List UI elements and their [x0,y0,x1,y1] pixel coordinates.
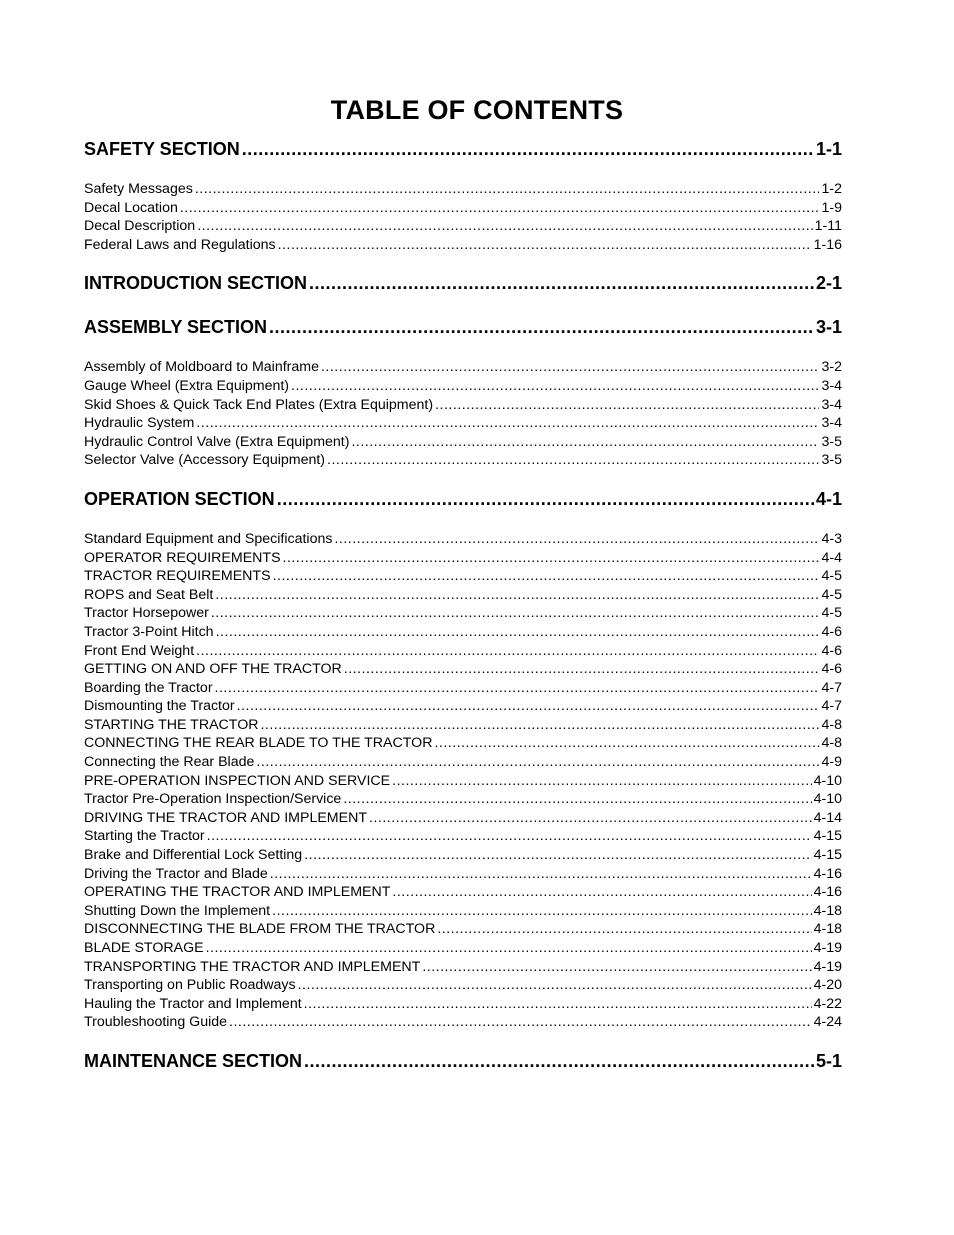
dot-leader [344,660,820,679]
toc-entry-label: Dismounting the Tractor [84,698,235,715]
dot-leader [273,567,820,586]
dot-leader [211,604,820,623]
toc-entry-label: Driving the Tractor and Blade [84,865,268,882]
toc-entry[interactable] [84,567,842,586]
toc-entry-label: Standard Equipment and Specifications [84,530,333,547]
toc-entry[interactable] [84,451,842,470]
toc-entry[interactable] [84,958,842,977]
toc-section[interactable] [84,270,842,296]
toc-entry[interactable] [84,734,842,753]
dot-leader [260,716,819,735]
toc-section[interactable] [84,314,842,340]
toc-entry[interactable] [84,180,842,199]
dot-leader [283,549,820,568]
toc-entry-page: 4-6 [821,642,842,659]
toc-entry-label: Brake and Differential Lock Setting [84,847,303,864]
toc-section-label: INTRODUCTION SECTION [84,273,307,294]
toc-entry-label: PRE-OPERATION INSPECTION AND SERVICE [84,772,391,789]
toc-entry-label: DISCONNECTING THE BLADE FROM THE TRACTOR [84,921,436,938]
toc-entry-page: 4-3 [821,530,842,547]
toc-entry-page: 4-9 [821,754,842,771]
toc-entry-label: OPERATING THE TRACTOR AND IMPLEMENT [84,884,391,901]
toc-entry-page: 3-4 [821,415,842,432]
dot-leader [272,902,811,921]
toc-entry-page: 1-9 [821,199,842,216]
toc-entry-page: 4-7 [821,679,842,696]
toc-entry[interactable] [84,642,842,661]
dot-leader [392,772,811,791]
dot-leader [196,414,819,433]
toc-entry-label: OPERATOR REQUIREMENTS [84,549,281,566]
toc-entry[interactable] [84,995,842,1014]
toc-entry-label: STARTING THE TRACTOR [84,716,259,733]
toc-entry-page: 4-16 [813,865,842,882]
toc-entry[interactable] [84,827,842,846]
toc-entry-label: Hydraulic System [84,415,195,432]
toc-entry-page: 4-8 [821,716,842,733]
toc-entry-page: 1-16 [813,236,842,253]
toc-entry[interactable] [84,716,842,735]
toc-section-page: 5-1 [815,1050,842,1071]
dot-leader [206,939,812,958]
dot-leader [309,270,814,296]
toc-entry-label: Shutting Down the Implement [84,902,271,919]
toc-entry[interactable] [84,846,842,865]
toc-entry[interactable] [84,790,842,809]
dot-leader [434,734,819,753]
dot-leader [269,314,814,340]
toc-entry-page: 4-4 [821,549,842,566]
toc-entry[interactable] [84,217,842,236]
toc-entry-label: Safety Messages [84,181,193,197]
dot-leader [215,679,820,698]
page-title: TABLE OF CONTENTS [330,95,624,126]
dot-leader [304,1048,814,1074]
toc-entry[interactable] [84,883,842,902]
dot-leader [256,753,819,772]
toc-entry-page: 4-10 [813,791,842,808]
toc-entry-label: ROPS and Seat Belt [84,586,214,603]
dot-leader [237,697,820,716]
toc-entry-page: 4-6 [821,661,842,678]
dot-leader [242,136,814,162]
dot-leader [298,976,812,995]
toc-entry[interactable] [84,679,842,698]
toc-entry-label: GETTING ON AND OFF THE TRACTOR [84,661,342,678]
toc-entry-label: Tractor Pre-Operation Inspection/Service [84,791,342,808]
toc-entry-page: 4-19 [813,958,842,975]
toc-section-page: 1-1 [815,139,842,159]
toc-entry-label: Troubleshooting Guide [84,1014,228,1031]
toc-entry-page: 4-24 [813,1014,842,1031]
toc-section-label: MAINTENANCE SECTION [84,1050,303,1071]
toc-entry[interactable] [84,865,842,884]
toc-entry-label: DRIVING THE TRACTOR AND IMPLEMENT [84,809,368,826]
dot-leader [207,827,812,846]
toc-entry-label: Gauge Wheel (Extra Equipment) [84,377,290,394]
toc-entry-page: 3-5 [821,433,842,450]
dot-leader [321,358,820,377]
toc-entry[interactable] [84,236,842,255]
dot-leader [369,809,812,828]
toc-entry-label: Tractor 3-Point Hitch [84,623,214,640]
table-of-contents [84,136,842,1092]
toc-entry[interactable] [84,753,842,772]
toc-entry[interactable] [84,902,842,921]
toc-entry-page: 1-11 [814,218,842,235]
toc-entry[interactable] [84,772,842,791]
dot-leader [327,451,819,470]
toc-section-label: OPERATION SECTION [84,488,275,509]
dot-leader [278,236,812,255]
toc-entry-label: Decal Location [84,199,178,216]
toc-entry-label: Assembly of Moldboard to Mainframe [84,359,319,376]
toc-entry-group [84,530,842,1032]
dot-leader [304,846,811,865]
toc-entry[interactable] [84,920,842,939]
dot-leader [277,486,814,512]
toc-section[interactable] [84,136,842,162]
toc-entry-page: 3-4 [821,396,842,413]
toc-entry-page: 4-18 [813,902,842,919]
dot-leader [180,199,820,218]
toc-entry-page: 4-10 [813,772,842,789]
dot-leader [343,790,811,809]
toc-entry-label: Tractor Horsepower [84,605,209,622]
toc-entry-page: 4-20 [813,977,842,994]
toc-entry[interactable] [84,809,842,828]
toc-entry-page: 4-7 [821,698,842,715]
dot-leader [229,1013,812,1032]
toc-entry[interactable] [84,697,842,716]
toc-entry[interactable] [84,414,842,433]
toc-entry-page: 4-5 [821,568,842,585]
dot-leader [196,642,819,661]
dot-leader [392,883,811,902]
toc-entry-label: Boarding the Tractor [84,679,213,696]
toc-entry[interactable] [84,586,842,605]
dot-leader [216,623,820,642]
toc-entry-label: TRACTOR REQUIREMENTS [84,568,271,585]
toc-entry-page: 4-15 [813,828,842,845]
toc-entry[interactable] [84,623,842,642]
toc-entry-label: Decal Description [84,218,196,235]
toc-entry-label: Selector Valve (Accessory Equipment) [84,452,326,469]
toc-entry[interactable] [84,976,842,995]
toc-entry-label: TRANSPORTING THE TRACTOR AND IMPLEMENT [84,958,421,975]
toc-entry-page: 3-5 [821,452,842,469]
toc-entry[interactable] [84,660,842,679]
toc-entry[interactable] [84,1013,842,1032]
toc-entry-label: Transporting on Public Roadways [84,977,296,994]
dot-leader [270,865,812,884]
toc-section-label: SAFETY SECTION [84,139,240,159]
toc-section[interactable] [84,1048,842,1074]
toc-entry-page: 4-18 [813,921,842,938]
toc-section[interactable] [84,486,842,512]
toc-entry[interactable] [84,358,842,377]
toc-entry-page: 4-22 [813,995,842,1012]
toc-entry-page: 4-5 [821,605,842,622]
toc-entry-page: 3-4 [821,377,842,394]
toc-entry-label: Hauling the Tractor and Implement [84,995,302,1012]
toc-entry-label: BLADE STORAGE [84,940,204,956]
dot-leader [304,995,812,1014]
toc-entry-page: 4-19 [813,940,842,956]
toc-entry[interactable] [84,199,842,218]
toc-entry-group [84,180,842,254]
toc-entry-page: 4-6 [821,623,842,640]
toc-entry-page: 4-16 [813,884,842,901]
toc-section-page: 4-1 [815,488,842,509]
toc-section-page: 3-1 [815,317,842,338]
dot-leader [435,396,819,415]
toc-entry-label: CONNECTING THE REAR BLADE TO THE TRACTOR [84,735,433,752]
dot-leader [197,217,812,236]
toc-entry[interactable] [84,396,842,415]
toc-section-label: ASSEMBLY SECTION [84,317,268,338]
toc-entry-page: 4-8 [821,735,842,752]
dot-leader [334,530,819,549]
toc-entry-page: 4-15 [813,847,842,864]
toc-entry-group [84,358,842,470]
toc-entry-label: Federal Laws and Regulations [84,236,276,253]
dot-leader [437,920,811,939]
dot-leader [291,377,819,396]
toc-section-page: 2-1 [815,273,842,294]
toc-entry-label: Front End Weight [84,642,195,659]
toc-entry[interactable] [84,549,842,568]
toc-entry[interactable] [84,377,842,396]
toc-entry-page: 3-2 [821,359,842,376]
toc-entry-page: 4-5 [821,586,842,603]
toc-entry[interactable] [84,939,842,958]
toc-entry[interactable] [84,530,842,549]
toc-entry-label: Starting the Tractor [84,828,205,845]
dot-leader [351,433,819,452]
toc-entry[interactable] [84,604,842,623]
dot-leader [195,180,820,199]
toc-entry-page: 4-14 [813,809,842,826]
dot-leader [215,586,819,605]
toc-entry-page: 1-2 [821,181,842,197]
toc-entry[interactable] [84,433,842,452]
toc-entry-label: Hydraulic Control Valve (Extra Equipment) [84,433,350,450]
dot-leader [422,958,811,977]
toc-entry-label: Connecting the Rear Blade [84,754,255,771]
toc-entry-label: Skid Shoes & Quick Tack End Plates (Extra Equipment) [84,396,434,413]
